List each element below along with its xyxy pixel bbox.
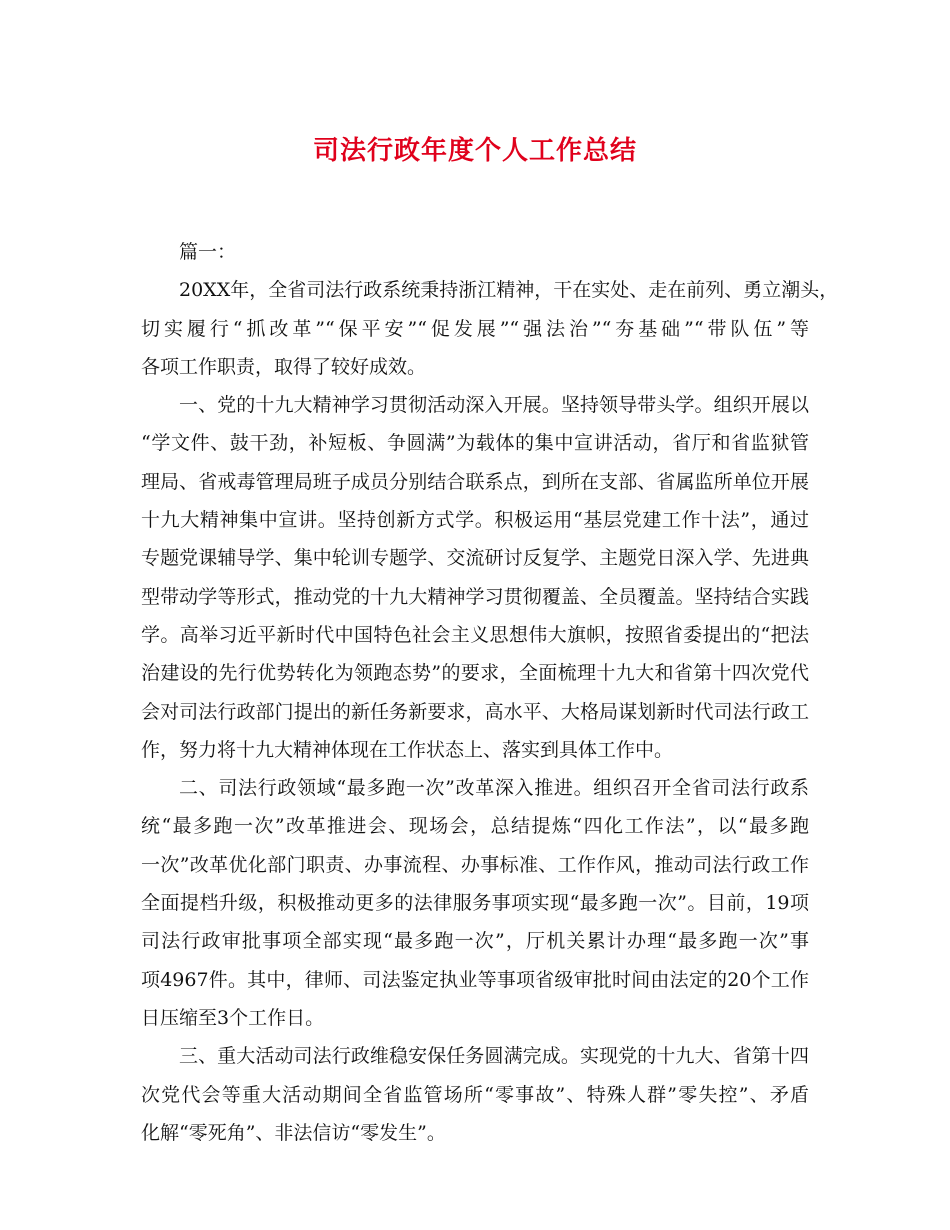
paragraph-line: 三、重大活动司法行政维稳安保任务圆满完成。实现党的十九大、省第十四 — [179, 1045, 809, 1068]
document-body — [141, 233, 839, 1152]
paragraph-line: “学文件、鼓干劲，补短板、争圆满”为载体的集中宣讲活动，省厅和省监狱管 — [141, 432, 809, 455]
paragraph-line: 统“最多跑一次”改革推进会、现场会，总结提炼“四化工作法”，以“最多跑 — [141, 815, 809, 838]
paragraph-line: 一次”改革优化部门职责、办事流程、办事标准、工作作风，推动司法行政工作 — [141, 853, 809, 876]
paragraph-line: 专题党课辅导学、集中轮训专题学、交流研讨反复学、主题党日深入学、先进典 — [141, 547, 809, 570]
paragraph-line: 会对司法行政部门提出的新任务新要求，高水平、大格局谋划新时代司法行政工 — [141, 700, 809, 723]
paragraph-section-1 — [141, 386, 809, 769]
paragraph-line: 一、党的十九大精神学习贯彻活动深入开展。坚持领导带头学。组织开展以 — [179, 394, 809, 417]
document-title: 司法行政年度个人工作总结 — [312, 136, 637, 166]
paragraph-line: 项4967件。其中，律师、司法鉴定执业等事项省级审批时间由法定的20个工作 — [141, 968, 809, 991]
paragraph-line: 学。高举习近平新时代中国特色社会主义思想伟大旗帜，按照省委提出的“把法 — [141, 623, 809, 646]
paragraph-line: 二、司法行政领域“最多跑一次”改革深入推进。组织召开全省司法行政系 — [179, 777, 809, 800]
paragraph-line: 次党代会等重大活动期间全省监管场所“零事故”、特殊人群”零失控”、矛盾 — [141, 1083, 809, 1106]
paragraph-line: 作，努力将十九大精神体现在工作状态上、落实到具体工作中。 — [141, 738, 674, 761]
paragraph-line: 各项工作职责，取得了较好成效。 — [141, 355, 427, 378]
paragraph-section-3 — [141, 1037, 809, 1152]
paragraph-line: 十九大精神集中宣讲。坚持创新方式学。积极运用“基层党建工作十法”，通过 — [141, 509, 809, 532]
paragraph-line: 理局、省戒毒管理局班子成员分别结合联系点，到所在支部、省属监所单位开展 — [141, 470, 809, 493]
paragraph-line: 治建设的先行优势转化为领跑态势”的要求，全面梳理十九大和省第十四次党代 — [141, 662, 809, 685]
paragraph-line: 化解“零死角”、非法信访“零发生”。 — [141, 1121, 446, 1144]
paragraph-line: 全面提档升级，积极推动更多的法律服务事项实现“最多跑一次”。目前，19项 — [141, 892, 809, 915]
paragraph-line: 司法行政审批事项全部实现“最多跑一次”，厅机关累计办理“最多跑一次”事 — [141, 930, 809, 953]
section-label: 篇一： — [179, 241, 237, 263]
paragraph-section-2 — [141, 769, 809, 1037]
paragraph-line: 切实履行“抓改革”“保平安”“促发展”“强法治”“夯基础”“带队伍”等 — [141, 317, 809, 340]
paragraph-intro — [141, 271, 839, 386]
paragraph-line: 型带动学等形式，推动党的十九大精神学习贯彻覆盖、全员覆盖。坚持结合实践 — [141, 585, 809, 608]
paragraph-line: 20XX年，全省司法行政系统秉持浙江精神，干在实处、走在前列、勇立潮头， — [179, 279, 839, 302]
paragraph-line: 日压缩至3个工作日。 — [141, 1006, 325, 1029]
